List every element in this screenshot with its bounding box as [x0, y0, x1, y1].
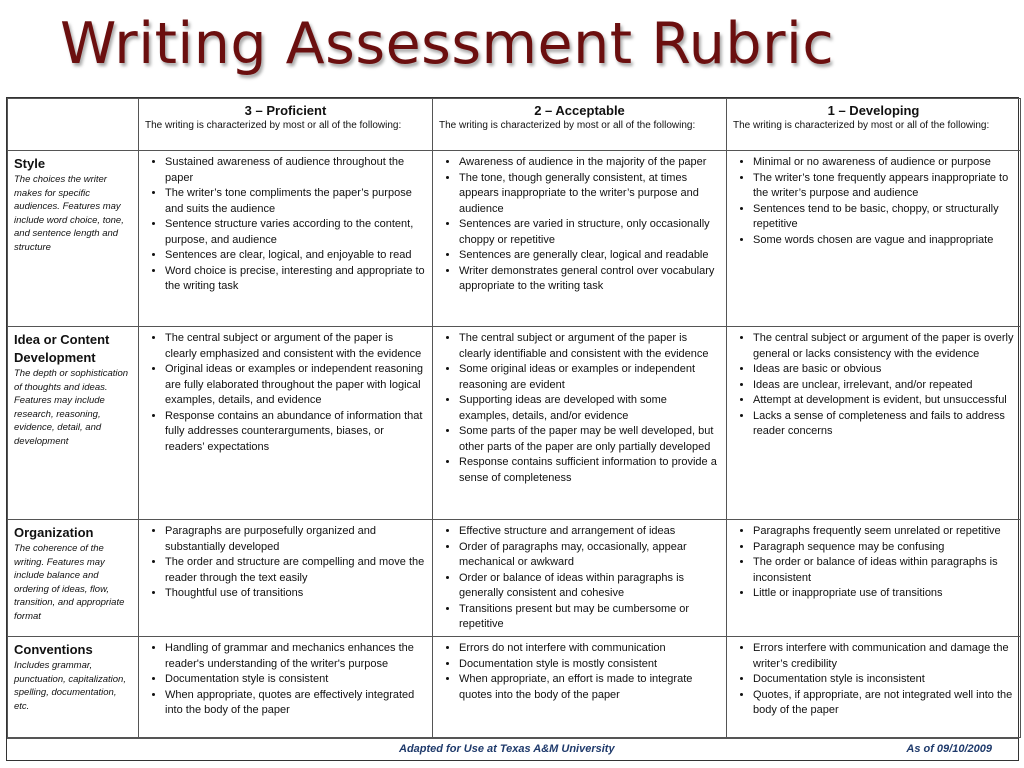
category-name: Style	[14, 156, 46, 171]
criteria-item: • Supporting ideas are developed with some examples, details, and/or evidence	[459, 393, 720, 424]
footer	[7, 738, 1018, 761]
criteria-list	[733, 155, 1014, 248]
criteria-item: • The tone, though generally consistent, at times appears inappropriate to the writer’s purpose and audience	[459, 171, 720, 218]
criteria-item: • When appropriate, quotes are effectively integrated into the body of the paper	[165, 688, 426, 719]
category-description: The choices the writer makes for specific audiences. Features may include word choice, tone, and sentence length and structure	[14, 174, 124, 253]
level-desc: The writing is characterized by most or all of the following:	[733, 120, 990, 131]
criteria-cell-acceptable	[433, 637, 727, 738]
criteria-item: • Response contains an abundance of information that fully addresses counterarguments, biases, or readers’ expectations	[165, 409, 426, 456]
header-category-cell	[8, 99, 139, 151]
criteria-item: • Sentence structure varies according to the content, purpose, and audience	[165, 217, 426, 248]
criteria-list	[439, 155, 720, 295]
criteria-item: • Response contains sufficient information to provide a sense of completeness	[459, 455, 720, 486]
criteria-item: • The order and structure are compelling and move the reader through the text easily	[165, 555, 426, 586]
criteria-item: • Some original ideas or examples or independent reasoning are evident	[459, 362, 720, 393]
category-cell	[8, 151, 139, 327]
header-level-acceptable	[433, 99, 727, 151]
criteria-item: • Attempt at development is evident, but unsuccessful	[753, 393, 1014, 409]
category-description: The coherence of the writing. Features may include balance and ordering of ideas, flow, transition, and appropriate format	[14, 543, 125, 622]
level-label: 2 – Acceptable	[534, 103, 625, 118]
rubric-row-organization	[8, 520, 1021, 637]
criteria-cell-developing	[727, 637, 1021, 738]
criteria-item: • Transitions present but may be cumbersome or repetitive	[459, 602, 720, 633]
category-cell	[8, 327, 139, 520]
criteria-cell-proficient	[139, 520, 433, 637]
category-description: Includes grammar, punctuation, capitalization, spelling, documentation, etc.	[14, 660, 126, 712]
criteria-item: • Minimal or no awareness of audience or purpose	[753, 155, 1014, 171]
header-level-developing	[727, 99, 1021, 151]
category-cell	[8, 637, 139, 738]
criteria-item: • Errors interfere with communication and damage the writer’s credibility	[753, 641, 1014, 672]
criteria-item: • Paragraph sequence may be confusing	[753, 540, 1014, 556]
criteria-item: • The central subject or argument of the paper is overly general or lacks consistency with the evidence	[753, 331, 1014, 362]
criteria-item: • The order or balance of ideas within paragraphs is inconsistent	[753, 555, 1014, 586]
criteria-item: • Sustained awareness of audience throughout the paper	[165, 155, 426, 186]
criteria-cell-proficient	[139, 327, 433, 520]
criteria-item: • Paragraphs are purposefully organized and substantially developed	[165, 524, 426, 555]
header-level-proficient	[139, 99, 433, 151]
criteria-item: • Order of paragraphs may, occasionally, appear mechanical or awkward	[459, 540, 720, 571]
criteria-list	[733, 331, 1014, 440]
criteria-list	[439, 641, 720, 703]
criteria-item: • Handling of grammar and mechanics enhances the reader's understanding of the writer's purpose	[165, 641, 426, 672]
criteria-list	[145, 155, 426, 295]
criteria-item: • Sentences tend to be basic, choppy, or structurally repetitive	[753, 202, 1014, 233]
criteria-item: • When appropriate, an effort is made to integrate quotes into the body of the paper	[459, 672, 720, 703]
criteria-item: • Original ideas or examples or independent reasoning are fully elaborated throughout the paper with logical examples, details, and evidence	[165, 362, 426, 409]
criteria-cell-acceptable	[433, 151, 727, 327]
page-title: Writing Assessment Rubric	[60, 11, 835, 77]
criteria-item: • Some words chosen are vague and inappropriate	[753, 233, 1014, 249]
category-name: Organization	[14, 525, 94, 540]
criteria-item: • Sentences are varied in structure, only occasionally choppy or repetitive	[459, 217, 720, 248]
criteria-list	[439, 524, 720, 633]
rubric-row-style	[8, 151, 1021, 327]
criteria-list	[733, 524, 1014, 602]
criteria-item: • Order or balance of ideas within paragraphs is generally consistent and cohesive	[459, 571, 720, 602]
rubric-row-conventions	[8, 637, 1021, 738]
level-desc: The writing is characterized by most or all of the following:	[439, 120, 696, 131]
criteria-item: • The writer’s tone frequently appears inappropriate to the writer’s purpose and audience	[753, 171, 1014, 202]
criteria-item: • Awareness of audience in the majority of the paper	[459, 155, 720, 171]
category-name: Idea or Content Development	[14, 332, 110, 365]
criteria-cell-proficient	[139, 151, 433, 327]
criteria-cell-developing	[727, 327, 1021, 520]
header-row	[8, 99, 1021, 151]
criteria-item: • The writer’s tone compliments the paper’s purpose and suits the audience	[165, 186, 426, 217]
criteria-item: • Ideas are unclear, irrelevant, and/or repeated	[753, 378, 1014, 394]
criteria-cell-proficient	[139, 637, 433, 738]
criteria-cell-developing	[727, 520, 1021, 637]
level-desc: The writing is characterized by most or all of the following:	[145, 120, 402, 131]
category-description: The depth or sophistication of thoughts and ideas. Features may include research, reasoning, evidence, detail, and development	[14, 368, 129, 447]
criteria-item: • The central subject or argument of the paper is clearly emphasized and consistent with the evidence	[165, 331, 426, 362]
criteria-cell-acceptable	[433, 327, 727, 520]
footer-adapted: Adapted for Use at Texas A&M University	[399, 743, 615, 755]
criteria-list	[145, 524, 426, 602]
criteria-list	[733, 641, 1014, 719]
criteria-item: • Sentences are clear, logical, and enjoyable to read	[165, 248, 426, 264]
criteria-item: • Thoughtful use of transitions	[165, 586, 426, 602]
criteria-cell-developing	[727, 151, 1021, 327]
category-cell	[8, 520, 139, 637]
footer-date: As of 09/10/2009	[906, 743, 992, 755]
criteria-item: • Ideas are basic or obvious	[753, 362, 1014, 378]
criteria-item: • Little or inappropriate use of transitions	[753, 586, 1014, 602]
criteria-list	[145, 331, 426, 455]
criteria-cell-acceptable	[433, 520, 727, 637]
criteria-item: • Paragraphs frequently seem unrelated or repetitive	[753, 524, 1014, 540]
criteria-item: • Effective structure and arrangement of ideas	[459, 524, 720, 540]
criteria-item: • Lacks a sense of completeness and fails to address reader concerns	[753, 409, 1014, 440]
criteria-item: • Errors do not interfere with communication	[459, 641, 720, 657]
criteria-item: • The central subject or argument of the paper is clearly identifiable and consistent with the evidence	[459, 331, 720, 362]
criteria-item: • Sentences are generally clear, logical and readable	[459, 248, 720, 264]
criteria-list	[439, 331, 720, 486]
criteria-item: • Documentation style is mostly consistent	[459, 657, 720, 673]
criteria-item: • Quotes, if appropriate, are not integrated well into the body of the paper	[753, 688, 1014, 719]
rubric-row-idea-content	[8, 327, 1021, 520]
level-label: 1 – Developing	[827, 103, 920, 118]
criteria-item: • Some parts of the paper may be well developed, but other parts of the paper are only partially developed	[459, 424, 720, 455]
rubric-table	[6, 97, 1019, 761]
criteria-item: • Writer demonstrates general control over vocabulary appropriate to the writing task	[459, 264, 720, 295]
category-name: Conventions	[14, 642, 93, 657]
level-label: 3 – Proficient	[244, 103, 327, 118]
criteria-list	[145, 641, 426, 719]
criteria-item: • Documentation style is inconsistent	[753, 672, 1014, 688]
criteria-item: • Documentation style is consistent	[165, 672, 426, 688]
criteria-item: • Word choice is precise, interesting and appropriate to the writing task	[165, 264, 426, 295]
